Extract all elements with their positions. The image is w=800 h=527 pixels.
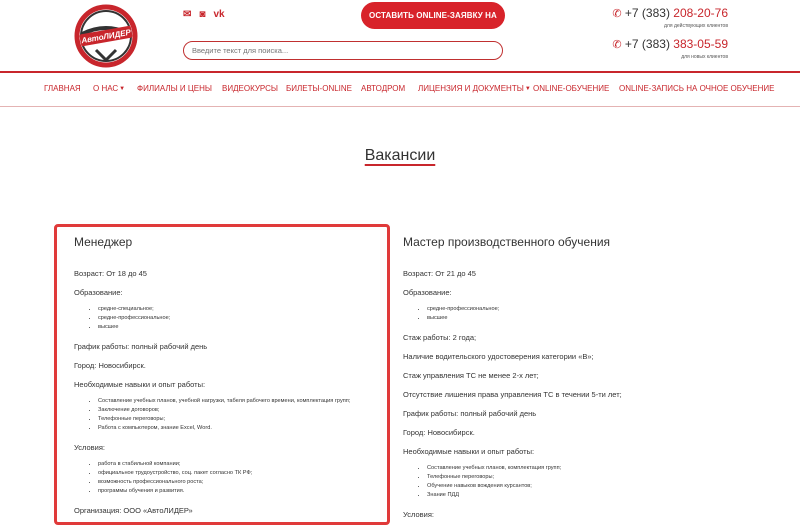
- nav-item-about[interactable]: О НАС▼: [93, 84, 126, 93]
- caret-down-icon: ▼: [119, 86, 126, 92]
- logo[interactable]: [74, 4, 138, 68]
- vacancy-license: Наличие водительского удостоверения категории «В»;: [403, 352, 594, 361]
- nav-item-tickets[interactable]: БИЛЕТЫ-ONLINE: [286, 84, 353, 93]
- list-item: • Обучение навыков вождения курсантов;: [427, 482, 793, 491]
- list-item: • официальное трудоустройство, соц. пакет согласно ТК РФ;: [98, 469, 387, 478]
- nav-item-branches[interactable]: ФИЛИАЛЫ И ЦЕНЫ: [137, 84, 212, 93]
- list-item: • средне-профессиональное;: [427, 305, 793, 314]
- vacancy-title: Менеджер: [74, 235, 133, 249]
- search-input[interactable]: [183, 41, 503, 60]
- vacancy-conditions-label: Условия:: [403, 510, 434, 519]
- site-header: [0, 0, 800, 72]
- phone-icon: ✆: [612, 39, 622, 51]
- vacancy-experience: Стаж работы: 2 года;: [403, 333, 477, 342]
- logo-text: АвтоЛИДЕР: [80, 27, 132, 46]
- nav-item-autodrome[interactable]: АВТОДРОМ: [361, 84, 406, 93]
- list-item: • работа в стабильной компании;: [98, 460, 387, 469]
- phone-note-new: для новых клиентов: [681, 54, 728, 60]
- social-links: [183, 10, 225, 20]
- list-item: • Заключение договоров;: [98, 406, 387, 415]
- nav-item-online-signup[interactable]: ONLINE-ЗАПИСЬ НА ОЧНОЕ ОБУЧЕНИЕ: [619, 84, 775, 93]
- list-item: • высшее: [98, 323, 387, 332]
- vk-icon[interactable]: vk: [213, 9, 225, 20]
- list-item: • средне-профессиональное;: [98, 314, 387, 323]
- list-item: • Работа с компьютером, знание Excel, Word.: [98, 424, 387, 433]
- conditions-list: [98, 460, 387, 496]
- page-title: Вакансии: [364, 147, 436, 164]
- vacancy-conditions-label: Условия:: [74, 443, 105, 452]
- education-list: [98, 305, 387, 332]
- vacancy-organization: Организация: ООО «АвтоЛИДЕР»: [74, 506, 193, 515]
- instagram-icon[interactable]: ◙: [199, 9, 206, 20]
- skills-list: [427, 464, 793, 500]
- main-nav: [0, 73, 800, 107]
- phone-note-current: для действующих клиентов: [664, 23, 728, 29]
- education-list: [427, 305, 793, 323]
- mail-icon[interactable]: ✉: [183, 9, 192, 20]
- vacancy-no-revocation: Отсутствие лишения права управления ТС в течении 5-ти лет;: [403, 390, 622, 399]
- vacancy-education-label: Образование:: [74, 288, 123, 297]
- list-item: • высшее: [427, 314, 793, 323]
- online-application-button[interactable]: ОСТАВИТЬ ONLINE-ЗАЯВКУ НА: [361, 2, 505, 29]
- list-item: • Составление учебных планов, комплектация групп;: [427, 464, 793, 473]
- vacancy-education-label: Образование:: [403, 288, 452, 297]
- phone-current-clients[interactable]: ✆ +7 (383) 208-20-76: [612, 6, 728, 20]
- skills-list: [98, 397, 387, 433]
- phone-icon: ✆: [612, 8, 622, 20]
- nav-item-videocourses[interactable]: ВИДЕОКУРСЫ: [222, 84, 278, 93]
- list-item: • Составление учебных планов, учебной нагрузки, табеля рабочего времени, комплектация групп;: [98, 397, 387, 406]
- nav-item-online-learning[interactable]: ONLINE-ОБУЧЕНИЕ: [533, 84, 610, 93]
- vacancy-card-instructor: [393, 224, 793, 527]
- nav-item-home[interactable]: ГЛАВНАЯ: [44, 84, 81, 93]
- vacancy-card-manager: [54, 224, 390, 525]
- vacancy-city: Город: Новосибирск.: [403, 428, 475, 437]
- vacancy-schedule: График работы: полный рабочий день: [403, 409, 537, 418]
- vacancy-title: Мастер производственного обучения: [403, 235, 611, 249]
- nav-item-license[interactable]: ЛИЦЕНЗИЯ И ДОКУМЕНТЫ▼: [418, 84, 531, 93]
- list-item: • Знание ПДД: [427, 491, 793, 500]
- vacancy-skills-label: Необходимые навыки и опыт работы:: [403, 447, 535, 456]
- caret-down-icon: ▼: [524, 86, 531, 92]
- vacancy-driving-experience: Стаж управления ТС не менее 2-х лет;: [403, 371, 539, 380]
- nav-divider: [0, 106, 800, 107]
- list-item: • Телефонные переговоры;: [427, 473, 793, 482]
- vacancy-schedule: График работы: полный рабочий день: [74, 342, 208, 351]
- list-item: • средне-специальное;: [98, 305, 387, 314]
- vacancy-city: Город: Новосибирск.: [74, 361, 146, 370]
- vacancy-age: Возраст: От 21 до 45: [403, 269, 476, 278]
- phone-new-clients[interactable]: ✆ +7 (383) 383-05-59: [612, 37, 728, 51]
- vacancy-age: Возраст: От 18 до 45: [74, 269, 147, 278]
- list-item: • Телефонные переговоры;: [98, 415, 387, 424]
- list-item: • возможность профессионального роста;: [98, 478, 387, 487]
- vacancy-skills-label: Необходимые навыки и опыт работы:: [74, 380, 206, 389]
- list-item: • программы обучения и развития.: [98, 487, 387, 496]
